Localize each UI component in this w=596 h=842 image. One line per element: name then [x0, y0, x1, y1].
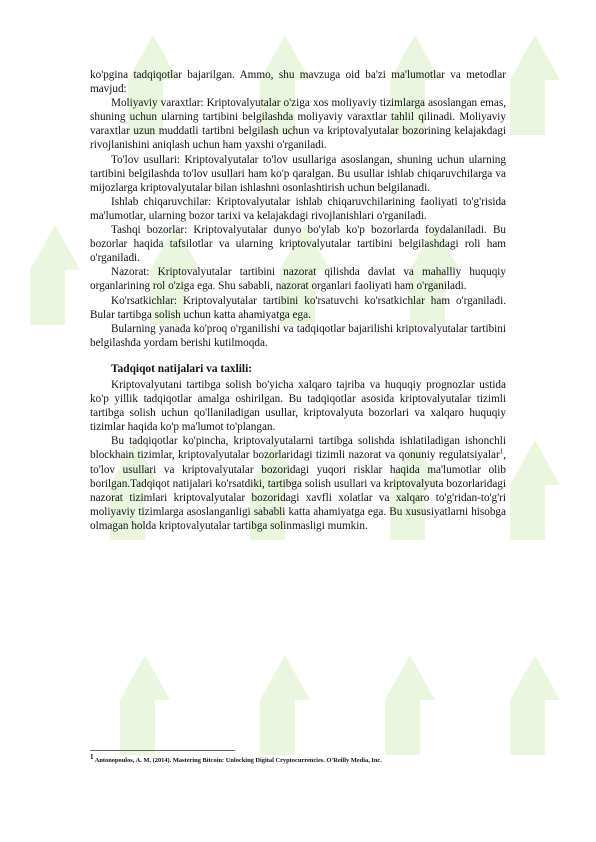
paragraph-text: , to'lov usullari va kriptovalyutalar bozoridagi yuqori risklar haqida ma'lumotlar olib borilgan.Tadqiqot natijalari ko'rsatdiki, tartibga solish usullari va kriptovalyuta bozorlaridagi nazorat tizimlari kriptovalyutalar bozoridagi xavfli xolatlar va xalqaro to'g'ridan-to'g'ri moliyaviy tizimlarga asoslanganligi sababli katta ahamiyatga ega. Bu xususiyatlarni hisobga olmagan holda kriptovalyutalar tartibga solinmasligi mumkin.: [90, 449, 506, 532]
paragraph: To'lov usullari: Kriptovalyutalar to'lov usullariga asoslangan, shuning uchun ularning tartibini belgilashda to'lov usullari ham ko'p qaralgan. Bu usullar ishlab chiqaruvchilarga va mijozlarga kriptovalyutalar bilan ishlashni osonlashtirish uchun belgilanadi.: [90, 153, 506, 194]
paragraph: Bularning yanada ko'proq o'rganilishi va tadqiqotlar bajarilishi kriptovalyutalar tartibini belgilashda yordam berishi kutilmoqda.: [90, 322, 506, 349]
green-arrow-watermark-icon: [500, 645, 570, 765]
document-body: [90, 68, 506, 533]
paragraph: ko'pgina tadqiqotlar bajarilgan. Ammo, shu mavzuga oid ba'zi ma'lumotlar va metodlar mavjud:: [90, 69, 506, 96]
paragraph: Moliyaviy varaxtlar: Kriptovalyutalar o'ziga xos moliyaviy tizimlarga asoslangan emas, shuning uchun ularning tartibini belgilashda moliyaviy varaxtlar tahlil qilinadi. Moliyaviy varaxtlar uzun muddatli tartibni belgilash uchun va kriptovalyutalar bozorining kelajakdagi rivojlanishini aniqlash uchun ham yaxshi o'rganiladi.: [90, 97, 506, 152]
footnote: [90, 753, 510, 765]
footnote-number: 1: [90, 753, 94, 761]
section-heading: Tadqiqot natijalari va taxlili:: [111, 362, 253, 375]
paragraph: Tashqi bozorlar: Kriptovalyutalar dunyo bo'ylab ko'p bozorlarda foydalaniladi. Bu bozorlar haqida tafsilotlar va ularning kriptovalyutalar tartibini belgilashdagi roli ham o'rganiladi.: [90, 224, 506, 265]
footnote-divider: [90, 750, 235, 751]
green-arrow-watermark-icon: [500, 25, 570, 145]
footnote-text: Antonopoulos, A. M. (2014). Mastering Bitcoin: Unlocking Digital Cryptocurrencies. O'Reilly Media, Inc.: [94, 757, 382, 765]
footnote-reference[interactable]: 1: [499, 447, 504, 456]
paragraph: Ishlab chiqaruvchilar: Kriptovalyutalar ishlab chiqaruvchilarining faoliyati to'g'risida ma'lumotlar, ularning bozor tarixi va kelajakdagi rivojlanishlari o'rganiladi.: [90, 195, 506, 222]
paragraph-text: Bu tadqiqotlar ko'pincha, kriptovalyutalarni tartibga solishda ishlatiladigan ishonchli blockhain tizimlar, kriptovalyutalar bozorlaridagi tizimli nazorat va qonuniy regulatsiyalar: [90, 435, 506, 462]
paragraph: Kriptovalyutani tartibga solish bo'yicha xalqaro tajriba va huquqiy prognozlar ustida ko'p yillik tadqiqotlar amalga oshirilgan. Bu tadqiqotlar asosida kriptovalyutalar tizimli tartibga solish uchun qo'llaniladigan usullar, kriptovalyuta bozorlari va xalqaro huquqiy tizimlar haqida ko'p ma'lumot to'plangan.: [90, 378, 506, 434]
paragraph: Ko'rsatkichlar: Kriptovalyutalar tartibini ko'rsatuvchi ko'rsatkichlar ham o'rganiladi. Bular tartibga solish uchun katta ahamiyatga ega.: [90, 294, 506, 321]
green-arrow-watermark-icon: [20, 215, 90, 335]
green-arrow-watermark-icon: [250, 645, 320, 765]
green-arrow-watermark-icon: [110, 645, 180, 765]
green-arrow-watermark-icon: [375, 645, 445, 765]
paragraph: Nazorat: Kriptovalyutalar tartibini nazorat qilishda davlat va mahalliy huquqiy organlarining rol o'ziga ega. Shu sababli, nazorat organlari faoliyati ham o'rganiladi.: [90, 266, 506, 293]
paragraph: [90, 434, 506, 533]
green-arrow-watermark-icon: [500, 430, 570, 550]
